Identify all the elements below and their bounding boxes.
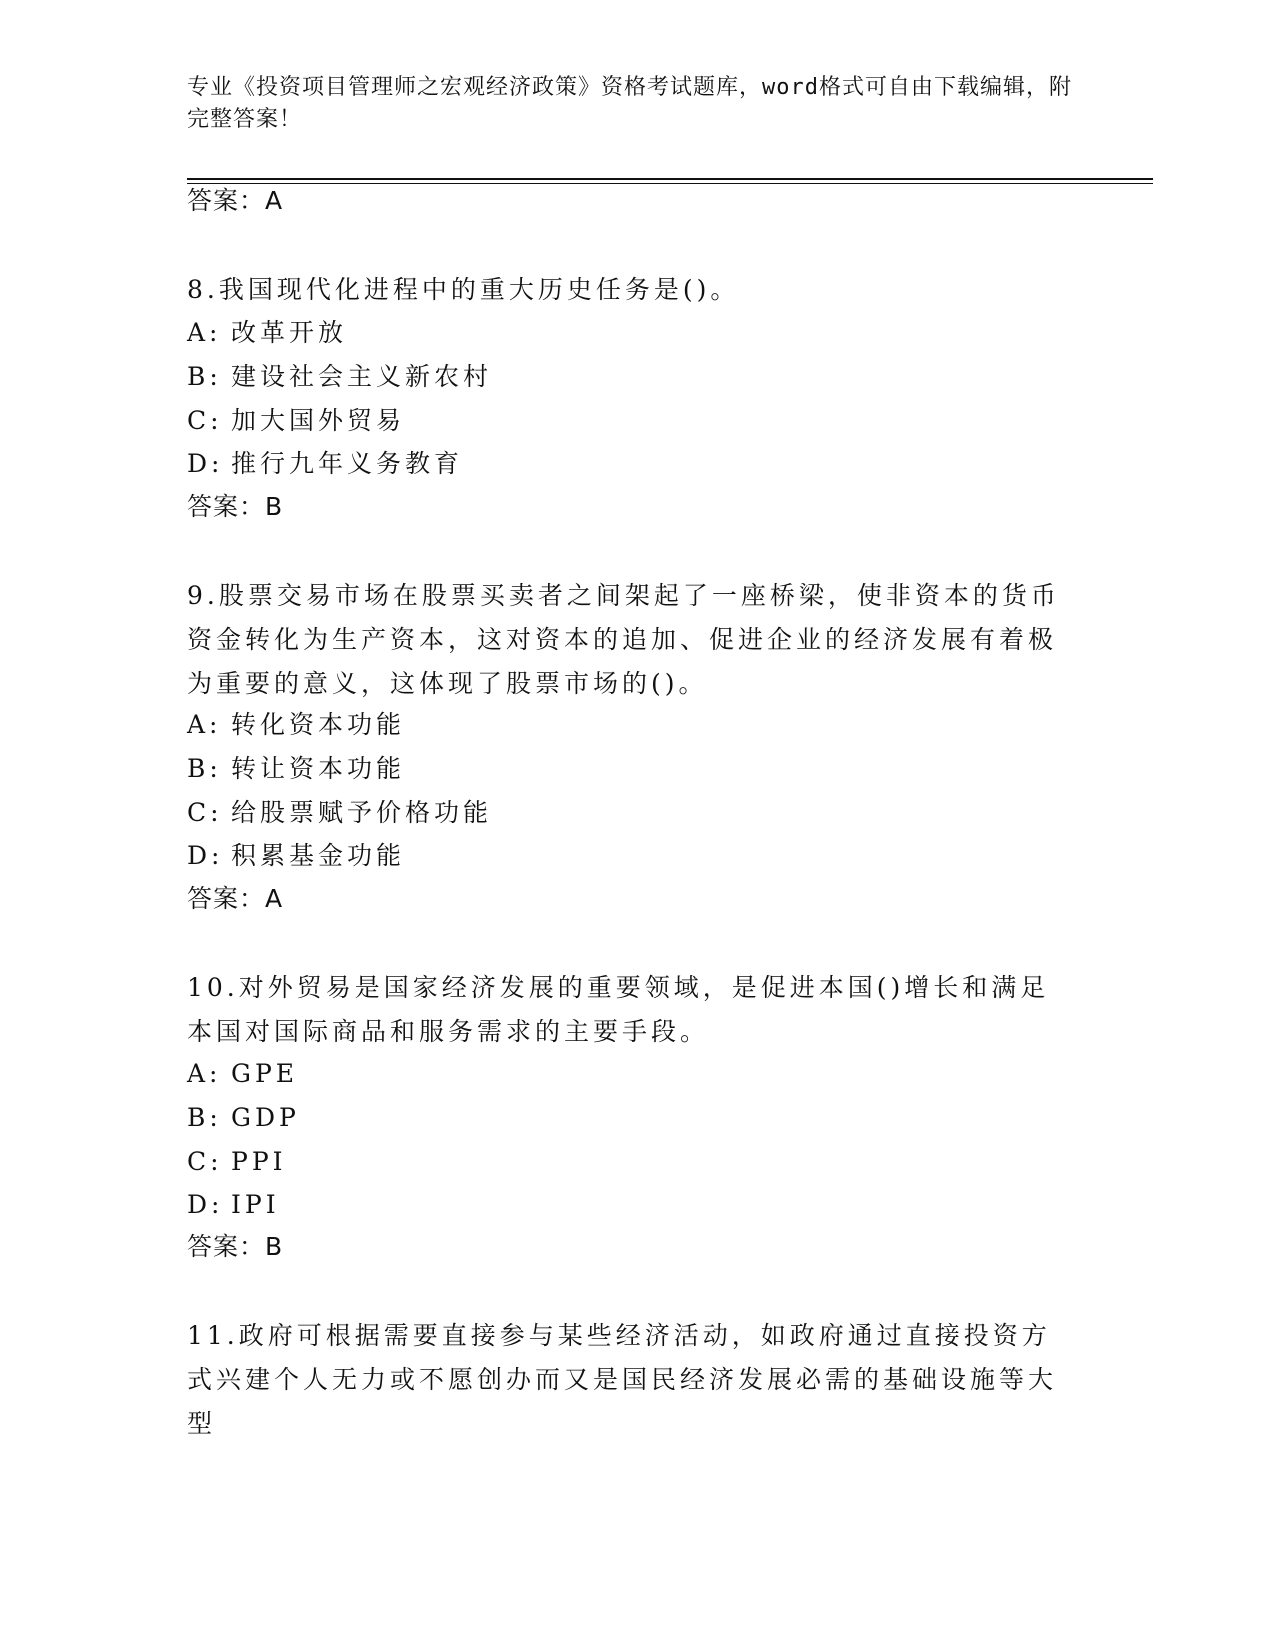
option-key: A: <box>187 710 222 739</box>
option-d <box>187 447 463 481</box>
option-key: B: <box>187 362 222 391</box>
option-text: 转让资本功能 <box>231 754 406 783</box>
answer-line: 答案：A <box>187 884 284 913</box>
question-stem: 10.对外贸易是国家经济发展的重要领域，是促进本国()增长和满足本国对国际商品和服务需求的主要手段。 <box>187 973 1050 1046</box>
option-key: B: <box>187 1103 222 1132</box>
option-b <box>187 1101 300 1135</box>
option-key: A: <box>187 1059 222 1088</box>
option-c <box>187 796 492 830</box>
option-text: PPI <box>231 1147 287 1176</box>
header-divider-thin <box>187 183 1153 184</box>
document-header: 专业《投资项目管理师之宏观经济政策》资格考试题库，word格式可自由下载编辑，附完整答案！ <box>187 75 1072 132</box>
option-text: 积累基金功能 <box>231 841 406 870</box>
option-text: 转化资本功能 <box>231 710 406 739</box>
option-text: GPE <box>231 1059 299 1088</box>
option-text: 给股票赋予价格功能 <box>231 798 493 827</box>
option-key: D: <box>187 841 224 870</box>
option-c <box>187 1145 287 1179</box>
option-text: 建设社会主义新农村 <box>231 362 493 391</box>
answer-line: 答案：A <box>187 186 284 215</box>
option-text: 加大国外贸易 <box>231 406 406 435</box>
question-stem: 8.我国现代化进程中的重大历史任务是()。 <box>187 275 740 304</box>
option-text: IPI <box>231 1190 280 1219</box>
option-a <box>187 316 347 350</box>
option-key: D: <box>187 1190 224 1219</box>
answer-line: 答案：B <box>187 1232 284 1261</box>
option-d <box>187 1188 280 1222</box>
option-a <box>187 708 405 742</box>
option-text: 推行九年义务教育 <box>231 449 464 478</box>
option-a <box>187 1057 298 1091</box>
option-d <box>187 839 405 873</box>
option-key: D: <box>187 449 224 478</box>
option-b <box>187 360 492 394</box>
question-stem: 11.政府可根据需要直接参与某些经济活动，如政府通过直接投资方式兴建个人无力或不愿创办而又是国民经济发展必需的基础设施等大型 <box>187 1321 1058 1438</box>
option-key: C: <box>187 406 223 435</box>
option-key: C: <box>187 798 223 827</box>
document-page <box>187 0 1153 1650</box>
header-divider <box>187 178 1153 180</box>
option-text: GDP <box>231 1103 300 1132</box>
option-c <box>187 404 405 438</box>
question-stem: 9.股票交易市场在股票买卖者之间架起了一座桥梁，使非资本的货币资金转化为生产资本，这对资本的追加、促进企业的经济发展有着极为重要的意义，这体现了股票市场的()。 <box>187 581 1060 698</box>
option-key: A: <box>187 318 222 347</box>
option-text: 改革开放 <box>231 318 348 347</box>
option-key: B: <box>187 754 222 783</box>
option-key: C: <box>187 1147 223 1176</box>
answer-line: 答案：B <box>187 492 284 521</box>
option-b <box>187 752 405 786</box>
